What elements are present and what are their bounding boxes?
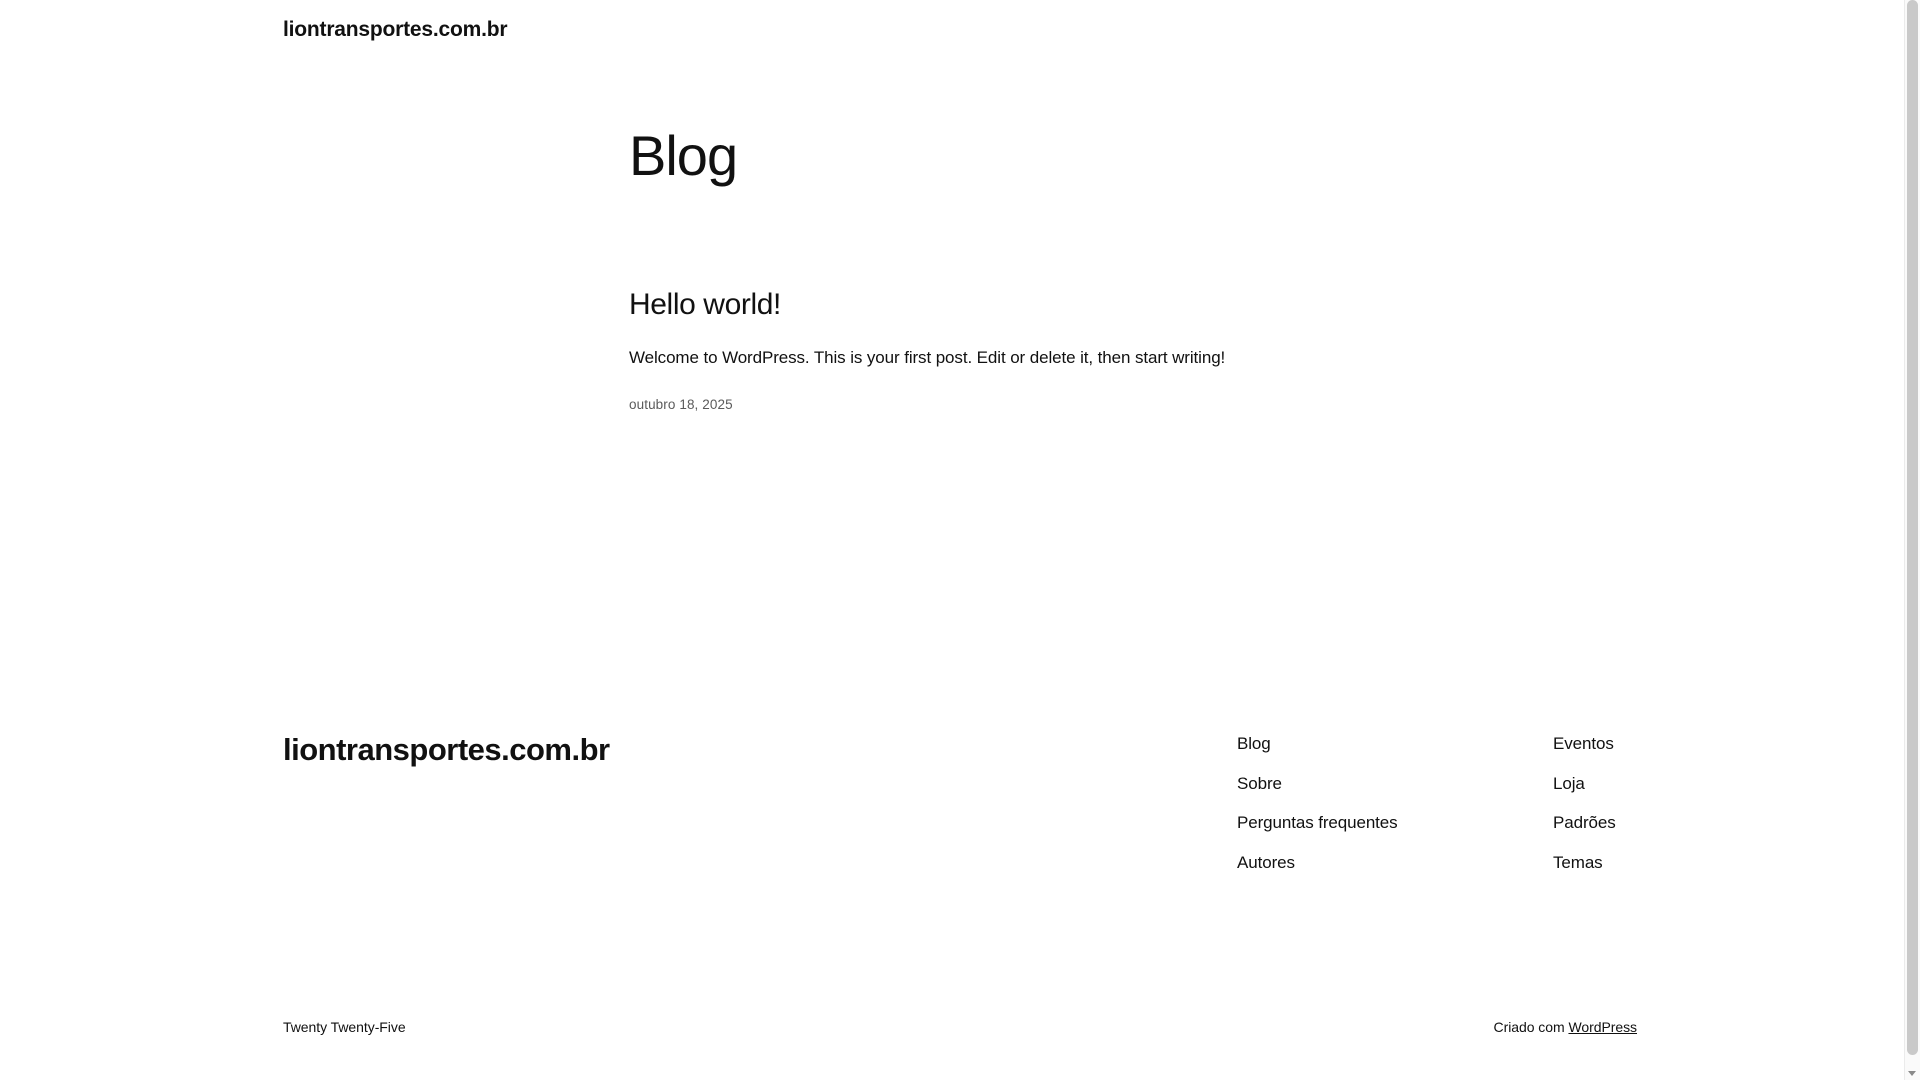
- scroll-down-arrow-icon[interactable]: [1908, 1071, 1916, 1076]
- footer-link-blog[interactable]: Blog: [1237, 734, 1271, 753]
- site-footer: [0, 700, 1920, 1000]
- post-excerpt: Welcome to WordPress. This is your first post. Edit or delete it, then start writing!: [629, 347, 1226, 367]
- footer-bottom-bar: [0, 1019, 1920, 1043]
- post-title: [629, 287, 1629, 323]
- footer-link-autores[interactable]: Autores: [1237, 853, 1295, 873]
- footer-inner: [0, 700, 1920, 1000]
- footer-link-padroes[interactable]: Padrões: [1553, 813, 1616, 833]
- post-item: [629, 287, 1629, 413]
- footer-brand-link[interactable]: liontransportes.com.br: [283, 732, 610, 767]
- footer-link-temas[interactable]: Temas: [1553, 853, 1603, 873]
- footer-nav-column-2: [1553, 735, 1616, 873]
- powered-by-credit: [1494, 1019, 1637, 1035]
- footer-link-eventos[interactable]: Eventos: [1553, 734, 1614, 753]
- theme-credit: Twenty Twenty-Five: [283, 1019, 406, 1035]
- site-header: [283, 16, 507, 43]
- post-title-link[interactable]: Hello world!: [629, 287, 781, 321]
- wordpress-link[interactable]: WordPress: [1568, 1019, 1637, 1035]
- main-content: [629, 125, 1629, 412]
- powered-by-prefix: Criado com: [1493, 1019, 1569, 1035]
- footer-link-perguntas-frequentes[interactable]: Perguntas frequentes: [1237, 813, 1398, 833]
- site-title-link[interactable]: liontransportes.com.br: [283, 18, 508, 41]
- footer-nav-column-1: [1237, 735, 1398, 873]
- vertical-scrollbar[interactable]: [1904, 0, 1920, 1080]
- footer-link-loja[interactable]: Loja: [1553, 773, 1585, 793]
- footer-link-sobre[interactable]: Sobre: [1237, 773, 1282, 793]
- page-title: Blog: [629, 124, 738, 187]
- scrollbar-thumb[interactable]: [1907, 0, 1918, 1055]
- post-date: outubro 18, 2025: [629, 397, 733, 413]
